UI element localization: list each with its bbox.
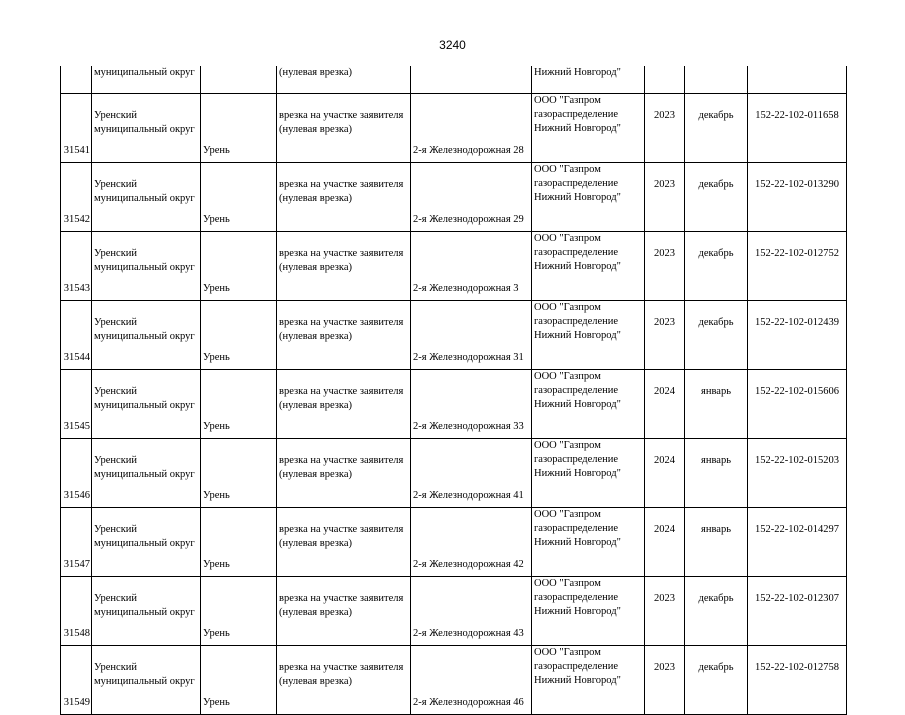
locality-cell: Урень — [201, 577, 277, 646]
organization-line: ООО "Газпром — [534, 95, 601, 106]
district-line: муниципальный округ — [94, 469, 195, 480]
table-row — [61, 646, 847, 715]
connection-line: (нулевая врезка) — [279, 676, 352, 687]
continuation-row — [61, 66, 847, 94]
address-cell: 2-я Железнодорожная 43 — [411, 577, 532, 646]
code-cell — [748, 66, 847, 94]
organization-line: Нижний Новгород" — [534, 537, 621, 548]
month-cell: декабрь — [685, 163, 748, 232]
organization-cell — [532, 508, 645, 577]
year-cell: 2023 — [645, 163, 685, 232]
organization-line: Нижний Новгород" — [534, 606, 621, 617]
organization-line: газораспределение — [534, 178, 619, 189]
organization-line: ООО "Газпром — [534, 164, 601, 175]
locality-cell: Урень — [201, 163, 277, 232]
table-row — [61, 439, 847, 508]
row-number: 31547 — [61, 508, 92, 577]
organization-line: ООО "Газпром — [534, 440, 601, 451]
organization-cell — [532, 163, 645, 232]
organization-line: газораспределение — [534, 385, 619, 396]
organization-line: Нижний Новгород" — [534, 399, 621, 410]
month-cell: декабрь — [685, 232, 748, 301]
year-cell: 2024 — [645, 370, 685, 439]
district-cell — [92, 94, 201, 163]
organization-cell — [532, 646, 645, 715]
locality-cell: Урень — [201, 94, 277, 163]
month-cell: январь — [685, 439, 748, 508]
table-body — [61, 66, 847, 715]
district-line: муниципальный округ — [94, 262, 195, 273]
year-cell: 2023 — [645, 301, 685, 370]
locality-cell: Урень — [201, 646, 277, 715]
district-cell — [92, 301, 201, 370]
address-cell: 2-я Железнодорожная 3 — [411, 232, 532, 301]
table-row — [61, 301, 847, 370]
month-cell: декабрь — [685, 646, 748, 715]
organization-line: газораспределение — [534, 592, 619, 603]
connection-line: (нулевая врезка) — [279, 469, 352, 480]
address-cell: 2-я Железнодорожная 28 — [411, 94, 532, 163]
locality-cell — [201, 66, 277, 94]
organization-cell — [532, 370, 645, 439]
connection-cell — [277, 94, 411, 163]
row-number: 31542 — [61, 163, 92, 232]
row-number: 31549 — [61, 646, 92, 715]
district-line: Уренский — [94, 662, 138, 673]
district-cell — [92, 232, 201, 301]
code-cell: 152-22-102-015203 — [748, 439, 847, 508]
district-line: муниципальный округ — [94, 193, 195, 204]
address-cell: 2-я Железнодорожная 42 — [411, 508, 532, 577]
connection-line: (нулевая врезка) — [279, 331, 352, 342]
table-row — [61, 370, 847, 439]
connection-line: (нулевая врезка) — [279, 193, 352, 204]
connection-line: (нулевая врезка) — [279, 400, 352, 411]
district-line: муниципальный округ — [94, 331, 195, 342]
row-number: 31543 — [61, 232, 92, 301]
district-line: Уренский — [94, 248, 138, 259]
district-line: Уренский — [94, 386, 138, 397]
table-row — [61, 163, 847, 232]
district-cell — [92, 577, 201, 646]
connection-line: врезка на участке заявителя — [279, 317, 404, 328]
num-cell — [61, 66, 92, 94]
month-cell: январь — [685, 370, 748, 439]
connection-line: (нулевая врезка) — [279, 124, 352, 135]
district-line: Уренский — [94, 317, 138, 328]
organization-line: газораспределение — [534, 247, 619, 258]
year-cell: 2024 — [645, 439, 685, 508]
organization-line: Нижний Новгород" — [534, 261, 621, 272]
district-cell — [92, 508, 201, 577]
district-line: муниципальный округ — [94, 676, 195, 687]
district-line: муниципальный округ — [94, 124, 195, 135]
organization-line: Нижний Новгород" — [534, 675, 621, 686]
connection-cell — [277, 508, 411, 577]
address-cell: 2-я Железнодорожная 31 — [411, 301, 532, 370]
table-row — [61, 94, 847, 163]
year-cell: 2023 — [645, 232, 685, 301]
organization-line: газораспределение — [534, 316, 619, 327]
month-cell: декабрь — [685, 301, 748, 370]
organization-cell — [532, 94, 645, 163]
year-cell: 2023 — [645, 94, 685, 163]
organization-line: Нижний Новгород" — [534, 330, 621, 341]
organization-cell — [532, 301, 645, 370]
connection-cell — [277, 646, 411, 715]
address-cell: 2-я Железнодорожная 41 — [411, 439, 532, 508]
year-cell: 2024 — [645, 508, 685, 577]
district-line: Уренский — [94, 593, 138, 604]
connection-cell — [277, 577, 411, 646]
connection-line: врезка на участке заявителя — [279, 455, 404, 466]
connection-cell — [277, 370, 411, 439]
connection-cell: (нулевая врезка) — [277, 66, 411, 94]
organization-line: газораспределение — [534, 661, 619, 672]
organization-line: Нижний Новгород" — [534, 192, 621, 203]
district-cell — [92, 163, 201, 232]
connection-cell — [277, 232, 411, 301]
code-cell: 152-22-102-013290 — [748, 163, 847, 232]
address-cell: 2-я Железнодорожная 33 — [411, 370, 532, 439]
locality-cell: Урень — [201, 301, 277, 370]
district-cell — [92, 646, 201, 715]
organization-line: газораспределение — [534, 523, 619, 534]
connection-line: врезка на участке заявителя — [279, 179, 404, 190]
district-line: Уренский — [94, 524, 138, 535]
code-cell: 152-22-102-012758 — [748, 646, 847, 715]
district-line: Уренский — [94, 455, 138, 466]
district-line: муниципальный округ — [94, 538, 195, 549]
locality-cell: Урень — [201, 370, 277, 439]
code-cell: 152-22-102-012439 — [748, 301, 847, 370]
organization-line: ООО "Газпром — [534, 578, 601, 589]
district-line: муниципальный округ — [94, 400, 195, 411]
organization-line: газораспределение — [534, 109, 619, 120]
connection-cell — [277, 439, 411, 508]
organization-cell — [532, 232, 645, 301]
connection-cell — [277, 163, 411, 232]
locality-cell: Урень — [201, 232, 277, 301]
year-cell: 2023 — [645, 577, 685, 646]
row-number: 31541 — [61, 94, 92, 163]
table-row — [61, 508, 847, 577]
connection-line: врезка на участке заявителя — [279, 593, 404, 604]
organization-line: ООО "Газпром — [534, 509, 601, 520]
row-number: 31548 — [61, 577, 92, 646]
month-cell — [685, 66, 748, 94]
organization-cell — [532, 577, 645, 646]
address-cell: 2-я Железнодорожная 29 — [411, 163, 532, 232]
connection-line: (нулевая врезка) — [279, 538, 352, 549]
district-cell — [92, 439, 201, 508]
row-number: 31544 — [61, 301, 92, 370]
organization-line: ООО "Газпром — [534, 647, 601, 658]
month-cell: декабрь — [685, 577, 748, 646]
organization-line: ООО "Газпром — [534, 302, 601, 313]
code-cell: 152-22-102-014297 — [748, 508, 847, 577]
month-cell: январь — [685, 508, 748, 577]
district-line: Уренский — [94, 110, 138, 121]
address-cell — [411, 66, 532, 94]
month-cell: декабрь — [685, 94, 748, 163]
code-cell: 152-22-102-015606 — [748, 370, 847, 439]
page-number: 3240 — [439, 38, 466, 52]
district-cell — [92, 370, 201, 439]
locality-cell: Урень — [201, 439, 277, 508]
organization-line: ООО "Газпром — [534, 371, 601, 382]
connection-line: врезка на участке заявителя — [279, 110, 404, 121]
organization-line: газораспределение — [534, 454, 619, 465]
organization-line: Нижний Новгород" — [534, 123, 621, 134]
connection-line: врезка на участке заявителя — [279, 662, 404, 673]
year-cell: 2023 — [645, 646, 685, 715]
table-row — [61, 577, 847, 646]
code-cell: 152-22-102-012307 — [748, 577, 847, 646]
locality-cell: Урень — [201, 508, 277, 577]
district-line: Уренский — [94, 179, 138, 190]
organization-cell — [532, 439, 645, 508]
district-cell: муниципальный округ — [92, 66, 201, 94]
connection-line: (нулевая врезка) — [279, 262, 352, 273]
organization-line: Нижний Новгород" — [534, 468, 621, 479]
address-cell: 2-я Железнодорожная 46 — [411, 646, 532, 715]
year-cell — [645, 66, 685, 94]
organization-cell: Нижний Новгород" — [532, 66, 645, 94]
connection-line: (нулевая врезка) — [279, 607, 352, 618]
table-row — [61, 232, 847, 301]
row-number: 31545 — [61, 370, 92, 439]
connection-line: врезка на участке заявителя — [279, 386, 404, 397]
row-number: 31546 — [61, 439, 92, 508]
connection-line: врезка на участке заявителя — [279, 248, 404, 259]
district-line: муниципальный округ — [94, 607, 195, 618]
connection-cell — [277, 301, 411, 370]
connection-line: врезка на участке заявителя — [279, 524, 404, 535]
code-cell: 152-22-102-012752 — [748, 232, 847, 301]
organization-line: ООО "Газпром — [534, 233, 601, 244]
code-cell: 152-22-102-011658 — [748, 94, 847, 163]
registry-table — [60, 66, 847, 715]
